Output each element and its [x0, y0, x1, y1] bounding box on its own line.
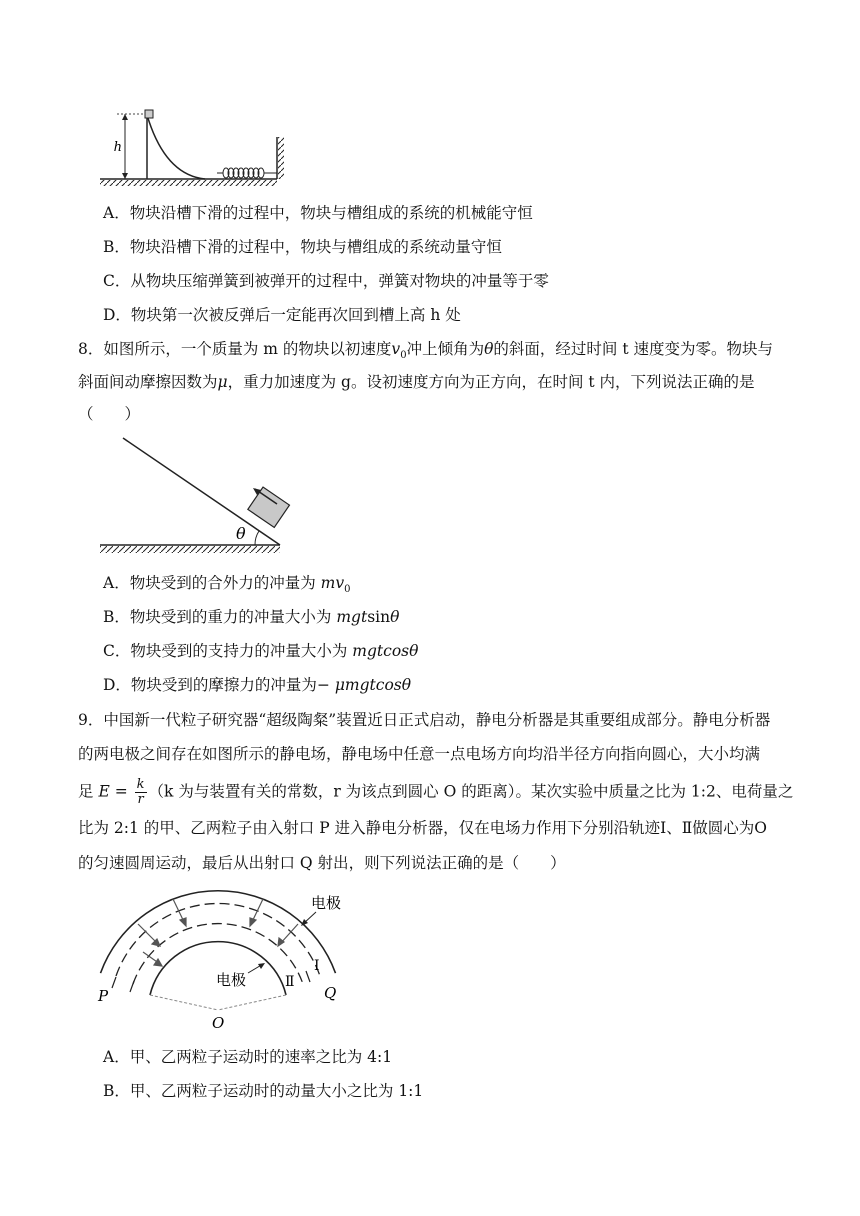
q8-option-a: A．物块受到的合外力的冲量为 $mv_0$ [103, 574, 351, 596]
q9-stem-line4: 比为 2:1 的甲、乙两粒子由入射口 P 进入静电分析器，仅在电场力作用下分别沿轨迹Ⅰ、Ⅱ做圆心为O [78, 819, 767, 837]
field-arrows [138, 899, 298, 966]
q7-option-d: D．物块第一次被反弹后一定能再次回到槽上高 h 处 [103, 306, 461, 324]
q8-stem-line2: 斜面间动摩擦因数为μ，重力加速度为 g。设初速度方向为正方向，在时间 t 内，下列说法正确的是 [78, 373, 755, 391]
k-over-r-fraction: $\frac{k}{r}$ [136, 777, 145, 807]
q8-option-b: B．物块受到的重力的冲量大小为 mgtsinθ [103, 608, 400, 626]
q9-stem-line3: 足 E = $\frac{k}{r}$ （k 为与装置有关的常数，r 为该点到圆心 O 的距离）。某次实验中质量之比为 1:2、电荷量之 [78, 777, 794, 807]
track-2-label: Ⅱ [285, 974, 295, 990]
q9-option-a: A．甲、乙两粒子运动时的速率之比为 4:1 [103, 1048, 393, 1066]
electrostatic-analyzer-figure [88, 884, 368, 1034]
q8-stem-line3: （ ） [78, 405, 141, 423]
q9-option-b: B．甲、乙两粒子运动时的动量大小之比为 1:1 [103, 1082, 424, 1100]
spring-icon [217, 168, 277, 178]
height-label: h [113, 140, 122, 155]
q8-option-c: C．物块受到的支持力的冲量大小为 mgtcosθ [103, 642, 419, 660]
q8-stem-line1: 8．如图所示，一个质量为 m 的物块以初速度$v_0$冲上倾角为θ的斜面，经过时间 t 速度变为零。物块与 [78, 340, 774, 362]
theta-label: θ [236, 524, 246, 543]
q9-stem-line5: 的匀速圆周运动，最后从出射口 Q 射出，则下列说法正确的是（ ） [78, 854, 566, 872]
q9-stem-line2: 的两电极之间存在如图所示的静电场，静电场中任意一点电场方向均沿半径方向指向圆心，大小均满 [78, 745, 761, 763]
q9-stem-line1: 9．中国新一代粒子研究器“超级陶粲”装置近日正式启动，静电分析器是其重要组成部分。静电分析器 [78, 711, 771, 729]
inner-electrode-label: 电极 [216, 971, 247, 989]
entry-p-label: P [98, 987, 109, 1005]
q7-option-c: C．从物块压缩弹簧到被弹开的过程中，弹簧对物块的冲量等于零 [103, 272, 549, 290]
q7-option-b: B．物块沿槽下滑的过程中，物块与槽组成的系统动量守恒 [103, 238, 502, 256]
track-1-label: Ⅰ [314, 958, 320, 974]
incline-figure [95, 432, 295, 560]
outer-electrode-label: 电极 [311, 894, 342, 912]
slot-spring-figure [95, 105, 295, 190]
q8-option-d: D．物块受到的摩擦力的冲量为− μmgtcosθ [103, 676, 412, 694]
q7-option-a: A．物块沿槽下滑的过程中，物块与槽组成的系统的机械能守恒 [103, 204, 533, 222]
center-o-label: O [212, 1014, 225, 1032]
exit-q-label: Q [324, 984, 337, 1002]
